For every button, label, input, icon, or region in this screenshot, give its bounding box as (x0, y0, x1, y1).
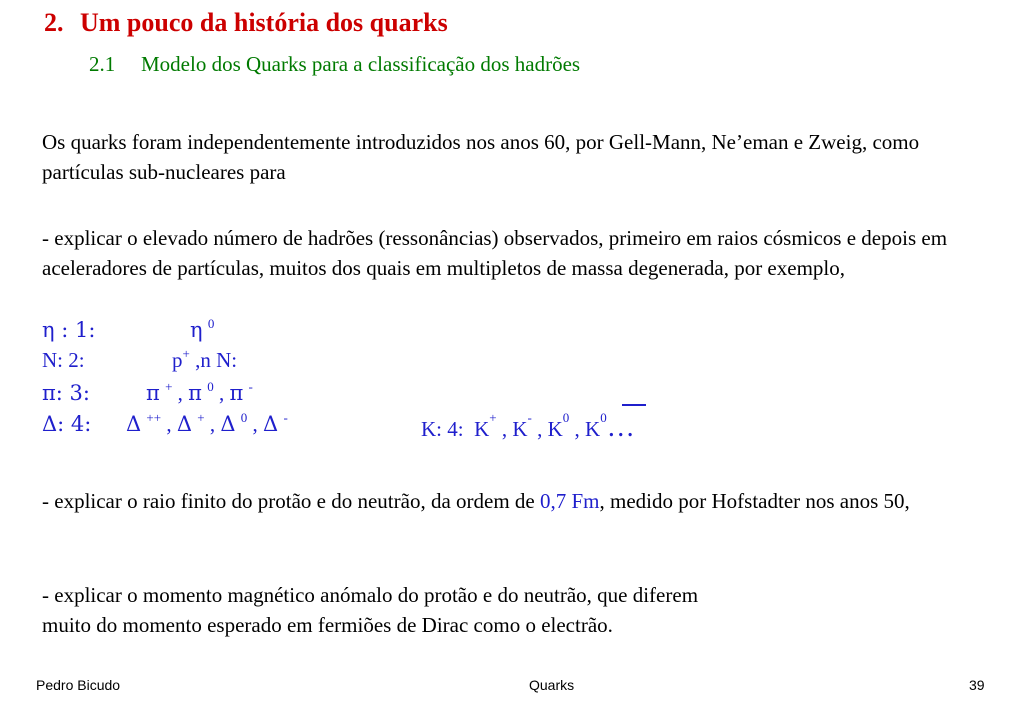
footer-author: Pedro Bicudo (36, 677, 121, 693)
proton-charge: + (182, 346, 190, 361)
delta-charge-4: - (283, 410, 288, 425)
point3-line1: - explicar o momento magnético anómalo do protão e do neutrão, que diferem (42, 583, 699, 607)
footer-topic: Quarks (529, 677, 575, 693)
subsection-number: 2.1 (89, 52, 116, 76)
delta-symbol-2: Δ (176, 412, 193, 436)
point3-line2: muito do momento esperado em fermiões de Dirac como o electrão. (42, 613, 613, 637)
multiplet-delta (42, 412, 91, 436)
eta-label: η : 1: (42, 318, 96, 342)
radius-value: 0,7 Fm (540, 489, 600, 513)
subsection-title-text: Modelo dos Quarks para a classificação dos hadrões (141, 52, 581, 76)
kaon-charge-2: - (527, 410, 532, 425)
pion-charge-2: 0 (207, 379, 214, 394)
kaon-ellipsis: … (606, 412, 635, 443)
delta-charge-3: 0 (240, 410, 248, 425)
subsection-title (89, 52, 580, 77)
nucleon-rest: ,n N: (195, 348, 238, 372)
point2-before: - explicar o raio finito do protão e do neutrão, da ordem de (42, 489, 540, 513)
antikaon-overbar (622, 404, 646, 406)
nucleon-label: N: 2: (42, 348, 85, 372)
point-finite-radius (42, 486, 922, 516)
kaon-charge-1: + (489, 410, 497, 425)
delta-label: Δ: 4: (42, 412, 92, 436)
point-hadron-number: - explicar o elevado número de hadrões (ressonâncias) observados, primeiro em raios cósmicos e depois em aceleradores de partículas, muitos dos quais em multipletos de massa degenerada, por exemplo, (42, 226, 948, 280)
eta-charge: 0 (207, 316, 215, 331)
multiplet-kaon: K: 4: K+ , K- , $K^0$ , $K^0\dots$ (421, 410, 635, 443)
section-number: 2. (44, 8, 64, 37)
delta-symbol-1: Δ (126, 412, 142, 436)
kaon-charge-3: 0 (562, 410, 570, 425)
pion-charge-3: - (248, 379, 253, 394)
pion-symbol-1: π (146, 381, 160, 405)
kaon-label: K: 4: (421, 417, 464, 441)
multiplet-pion-members: π + , π $^0$ , π - (146, 379, 253, 405)
footer-page-number: 39 (969, 677, 985, 693)
pion-symbol-2: π (188, 381, 202, 405)
point2-after: , medido por Hofstadter nos anos 50, (599, 489, 910, 513)
pion-charge-1: + (165, 379, 173, 394)
multiplet-eta (42, 318, 95, 342)
delta-charge-1: ++ (146, 410, 162, 425)
delta-charge-2: + (197, 410, 205, 425)
delta-symbol-3: Δ (220, 412, 236, 436)
proton-symbol: p (172, 348, 183, 372)
multiplet-delta-members: Δ ++ , Δ + , Δ $^0$ , Δ - (126, 410, 288, 436)
kaon-charge-4: 0 (600, 410, 607, 425)
kaon-symbol-1: K (474, 417, 490, 441)
kaon-symbol-4: K (585, 417, 601, 441)
kaon-symbol-2: K (512, 417, 528, 441)
multiplet-eta-members (190, 318, 214, 343)
pion-symbol-3: π (229, 381, 244, 405)
multiplet-nucleon (42, 348, 85, 373)
delta-symbol-4: Δ (263, 412, 279, 436)
kaon-symbol-3: K (547, 417, 563, 441)
section-title-text: Um pouco da história dos quarks (80, 8, 448, 37)
point-magnetic-moment (42, 580, 1002, 640)
pion-label: π: 3: (42, 381, 90, 405)
section-title (44, 8, 448, 38)
multiplet-nucleon-members (172, 348, 237, 373)
intro-paragraph: Os quarks foram independentemente introduzidos nos anos 60, por Gell-Mann, Ne’eman e Zweig, como partículas sub-nucleares para (42, 130, 920, 184)
eta-symbol: η (190, 318, 203, 342)
multiplet-pion (42, 381, 90, 405)
